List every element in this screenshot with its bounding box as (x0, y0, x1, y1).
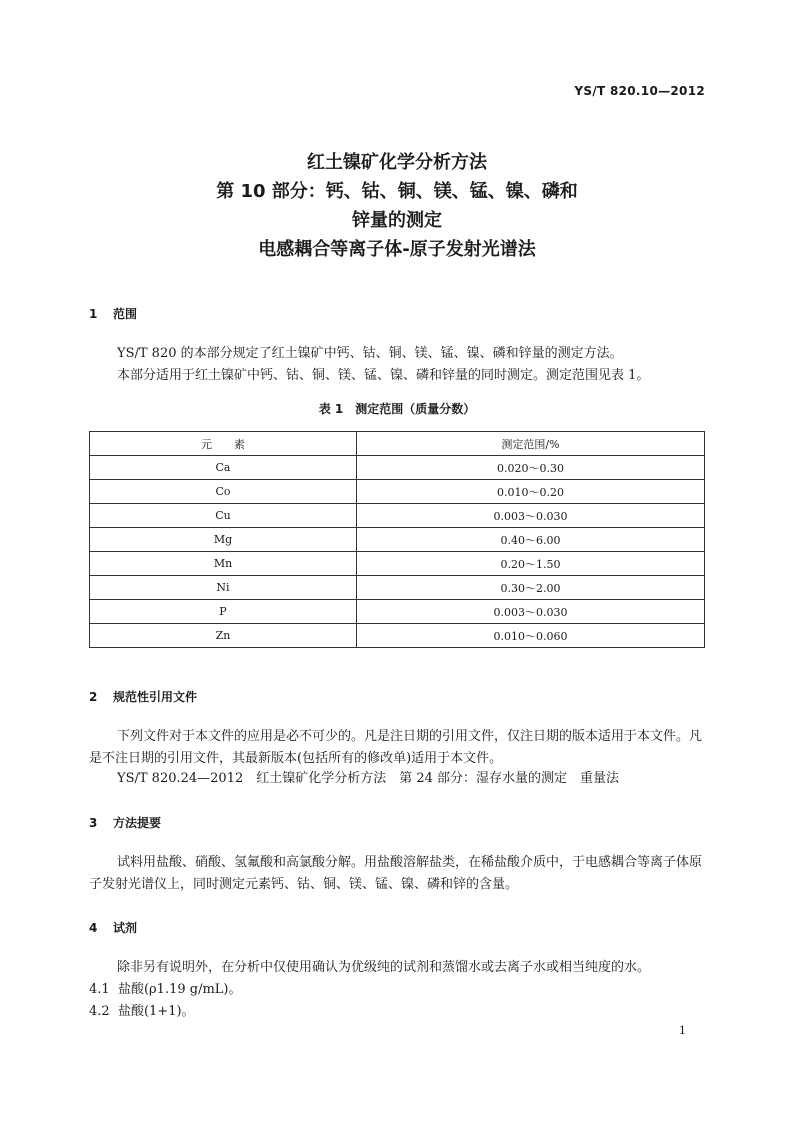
table-row (90, 552, 705, 576)
method-summary-paragraph: 试料用盐酸、硝酸、氢氟酸和高氯酸分解。用盐酸溶解盐类，在稀盐酸介质中，于电感耦合等离子体原子发射光谱仪上，同时测定元素钙、钴、铜、镁、锰、镍、磷和锌的含量。 (89, 855, 703, 892)
column-header-range: 测定范围/% (357, 432, 705, 456)
document-title (0, 148, 794, 264)
page-number: 1 (679, 1024, 686, 1037)
reagent-number: 4.2 (89, 1004, 110, 1019)
reagent-text: 盐酸(1+1)。 (117, 1004, 195, 1019)
element-cell: Zn (90, 624, 357, 648)
table-row (90, 456, 705, 480)
table-row (90, 528, 705, 552)
range-cell: 0.020～0.30 (357, 456, 705, 480)
table-header-row (90, 432, 705, 456)
range-cell: 0.30～2.00 (357, 576, 705, 600)
section-title: 范围 (113, 307, 138, 321)
element-cell: Mn (90, 552, 357, 576)
range-cell: 0.010～0.20 (357, 480, 705, 504)
element-cell: Ca (90, 456, 357, 480)
element-cell: Ni (90, 576, 357, 600)
title-line-4: 电感耦合等离子体-原子发射光谱法 (258, 239, 536, 260)
references-intro-paragraph: 下列文件对于本文件的应用是必不可少的。凡是注日期的引用文件，仅注日期的版本适用于本文件。凡是不注日期的引用文件，其最新版本(包括所有的修改单)适用于本文件。 (89, 729, 703, 766)
section-3-heading (89, 814, 161, 831)
range-cell: 0.20～1.50 (357, 552, 705, 576)
measurement-range-table (89, 431, 705, 648)
scope-paragraph-1: YS/T 820 的本部分规定了红土镍矿中钙、钴、铜、镁、锰、镍、磷和锌量的测定方法。 (117, 346, 623, 361)
element-cell: Co (90, 480, 357, 504)
section-number: 3 (89, 816, 98, 830)
section-number: 1 (89, 307, 98, 321)
title-line-2: 第 10 部分：钙、钴、铜、镁、锰、镍、磷和 (216, 181, 578, 202)
section-1-heading (89, 305, 137, 322)
table-row (90, 624, 705, 648)
reagent-item-4-1 (89, 981, 241, 999)
element-cell: Cu (90, 504, 357, 528)
title-line-3: 锌量的测定 (352, 210, 442, 231)
table-row (90, 576, 705, 600)
reagent-item-4-2 (89, 1003, 195, 1021)
standard-number: YS/T 820.10—2012 (574, 84, 705, 98)
reference-item: YS/T 820.24—2012 红土镍矿化学分析方法 第 24 部分：湿存水量的测定 重量法 (117, 771, 620, 786)
table-row (90, 600, 705, 624)
section-title: 方法提要 (113, 816, 162, 830)
scope-paragraph-2: 本部分适用于红土镍矿中钙、钴、铜、镁、锰、镍、磷和锌量的同时测定。测定范围见表 1。 (117, 368, 650, 383)
table-caption: 表 1 测定范围（质量分数） (318, 402, 476, 416)
title-line-1: 红土镍矿化学分析方法 (307, 152, 487, 173)
table-row (90, 504, 705, 528)
reagents-intro-paragraph: 除非另有说明外，在分析中仅使用确认为优级纯的试剂和蒸馏水或去离子水或相当纯度的水。 (117, 960, 651, 975)
column-header-element: 元 素 (90, 432, 357, 456)
range-cell: 0.003～0.030 (357, 504, 705, 528)
reagent-number: 4.1 (89, 982, 110, 997)
element-cell: P (90, 600, 357, 624)
range-cell: 0.003～0.030 (357, 600, 705, 624)
section-2-heading (89, 688, 197, 705)
section-number: 4 (89, 921, 98, 935)
section-number: 2 (89, 690, 98, 704)
range-cell: 0.40～6.00 (357, 528, 705, 552)
section-title: 规范性引用文件 (113, 690, 198, 704)
section-4-heading (89, 919, 137, 936)
reagent-text: 盐酸(ρ1.19 g/mL)。 (117, 982, 242, 997)
table-row (90, 480, 705, 504)
range-cell: 0.010～0.060 (357, 624, 705, 648)
section-title: 试剂 (113, 921, 138, 935)
element-cell: Mg (90, 528, 357, 552)
